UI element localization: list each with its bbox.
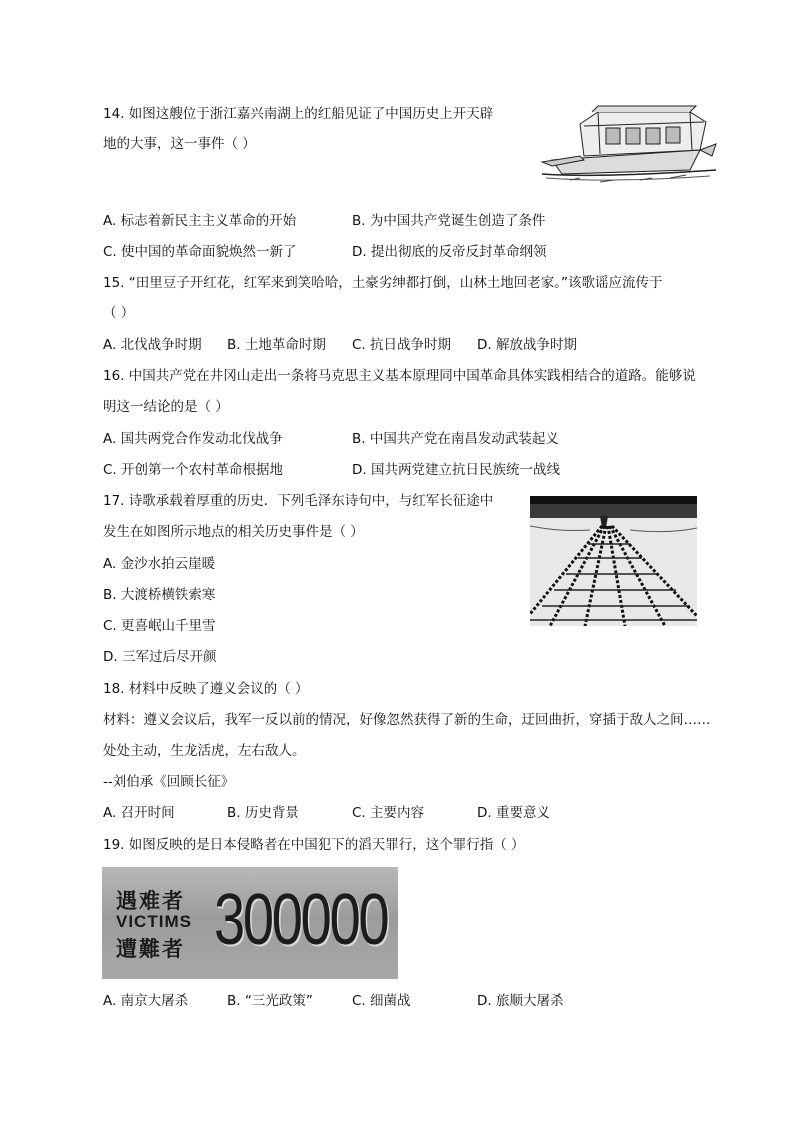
q16-option-b[interactable]: B. 中国共产党在南昌发动武装起义	[352, 431, 559, 447]
q18-option-b[interactable]: B. 历史背景	[227, 805, 299, 821]
q19-option-d[interactable]: D. 旅顺大屠杀	[477, 993, 564, 1009]
q18-option-a[interactable]: A. 召开时间	[103, 805, 175, 821]
q19-option-b[interactable]: B. “三光政策”	[227, 993, 313, 1009]
plaque-traditional-text: 遭難者	[116, 937, 185, 961]
q14-option-b[interactable]: B. 为中国共产党诞生创造了条件	[352, 213, 546, 229]
q16-stem-line2: 明这一结论的是（ ）	[103, 399, 229, 415]
plaque-number: 300000	[214, 880, 388, 960]
q18-stem: 18. 材料中反映了遵义会议的（ ）	[103, 681, 309, 697]
plaque-english-text: VICTIMS	[116, 912, 192, 931]
q14-option-a[interactable]: A. 标志着新民主主义革命的开始	[103, 213, 297, 229]
q15-stem-line2: （ ）	[103, 305, 135, 321]
q17-stem-line2: 发生在如图所示地点的相关历史事件是（ ）	[103, 524, 364, 540]
q18-option-d[interactable]: D. 重要意义	[477, 805, 550, 821]
q17-option-b[interactable]: B. 大渡桥横铁索寒	[103, 587, 216, 603]
q16-option-d[interactable]: D. 国共两党建立抗日民族统一战线	[352, 462, 560, 478]
q15-option-a[interactable]: A. 北伐战争时期	[103, 337, 202, 353]
q15-stem-line1: 15. “田里豆子开红花，红军来到笑哈哈，土豪劣绅都打倒，山林土地回老家。”该歌谣应流传于	[103, 275, 663, 291]
q14-option-d[interactable]: D. 提出彻底的反帝反封革命纲领	[352, 244, 547, 260]
q17-option-a[interactable]: A. 金沙水拍云崖暖	[103, 556, 216, 572]
q18-option-c[interactable]: C. 主要内容	[352, 805, 425, 821]
q16-option-a[interactable]: A. 国共两党合作发动北伐战争	[103, 431, 283, 447]
q19-option-c[interactable]: C. 细菌战	[352, 993, 411, 1009]
q14-stem-line1: 14. 如图这艘位于浙江嘉兴南湖上的红船见证了中国历史上开天辟	[103, 106, 494, 122]
luding-chain-bridge-photo	[530, 496, 697, 626]
q14-option-c[interactable]: C. 使中国的革命面貌焕然一新了	[103, 244, 297, 260]
red-boat-illustration	[540, 100, 718, 184]
q18-material-source: --刘伯承《回顾长征》	[103, 774, 235, 790]
q19-stem: 19. 如图反映的是日本侵略者在中国犯下的滔天罪行，这个罪行指（ ）	[103, 837, 525, 853]
q15-option-d[interactable]: D. 解放战争时期	[477, 337, 577, 353]
q16-option-c[interactable]: C. 开创第一个农村革命根据地	[103, 462, 284, 478]
q17-stem-line1: 17. 诗歌承载着厚重的历史．下列毛泽东诗句中，与红军长征途中	[103, 493, 494, 509]
q18-material-line2: 处处主动，生龙活虎，左右敌人。	[103, 743, 306, 759]
q19-option-a[interactable]: A. 南京大屠杀	[103, 993, 189, 1009]
q18-material-line1: 材料：遵义会议后，我军一反以前的情况，好像忽然获得了新的生命，迂回曲折，穿插于敌人之间……	[103, 712, 711, 728]
q15-option-c[interactable]: C. 抗日战争时期	[352, 337, 452, 353]
victims-plaque-photo	[102, 867, 398, 979]
q17-option-c[interactable]: C. 更喜岷山千里雪	[103, 618, 216, 634]
q15-option-b[interactable]: B. 土地革命时期	[227, 337, 326, 353]
q14-stem-line2: 地的大事，这一事件（ ）	[103, 136, 256, 152]
plaque-simplified-text: 遇难者	[116, 889, 185, 913]
q17-option-d[interactable]: D. 三军过后尽开颜	[103, 649, 217, 665]
q16-stem-line1: 16. 中国共产党在井冈山走出一条将马克思主义基本原理同中国革命具体实践相结合的道路。能够说	[103, 368, 696, 384]
